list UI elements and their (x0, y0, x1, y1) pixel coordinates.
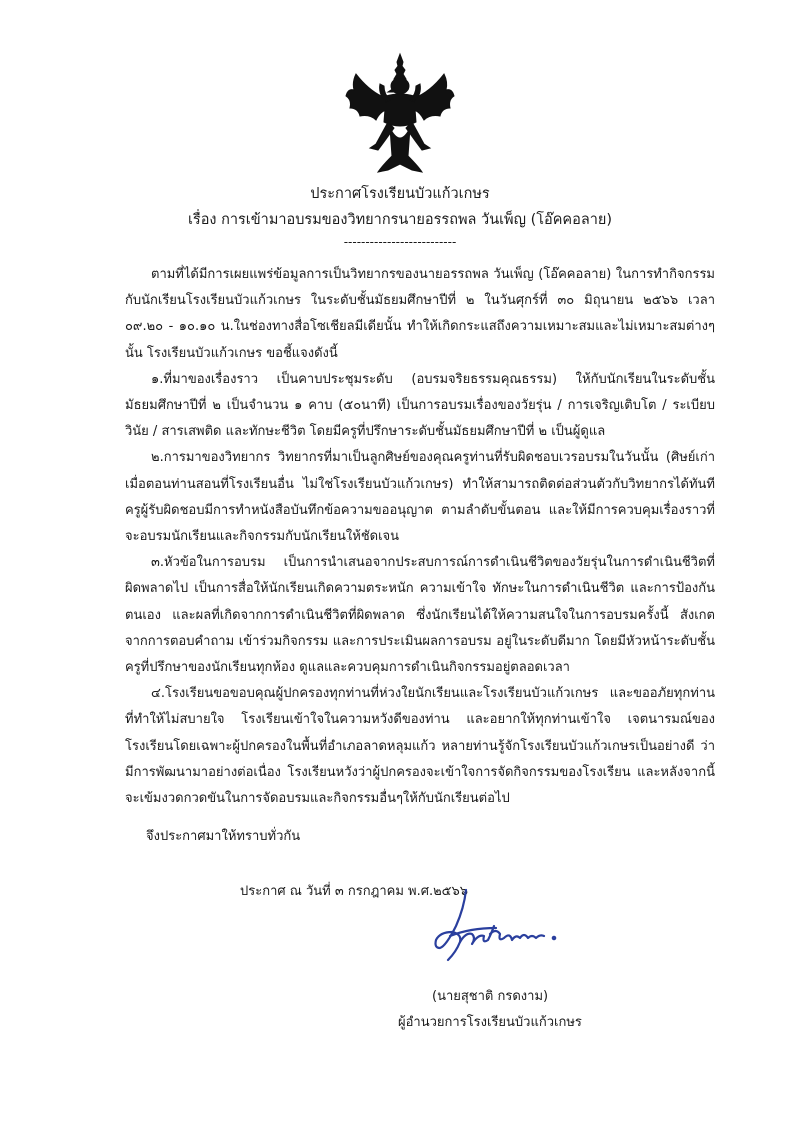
point-2-paragraph: ๒.การมาของวิทยากร วิทยากรที่มาเป็นลูกศิษย์ของคุณครูท่านที่รับผิดชอบเวรอบรมในวันนั้น (ศิษย์เก่าเมื่อตอนท่านสอนที่โรงเรียนอื่น ไม่ใช่โรงเรียนบัวแก้วเกษร) ทำให้สามารถติดต่อส่วนตัวกับวิทยากรได้ทันที ครูผู้รับผิดชอบมีการทำหนังสือบันทึกข้อความขออนุญาต ตามลำดับขั้นตอน และให้มีการควบคุมเรื่องราวที่จะอบรมนักเรียนและกิจกรรมกับนักเรียนให้ชัดเจน (125, 450, 715, 545)
signer-name: (นายสุชาติ กรดงาม) (432, 989, 549, 1004)
announcement-title: ประกาศโรงเรียนบัวแก้วเกษร (310, 186, 490, 202)
announcement-subject: เรื่อง การเข้ามาอบรมของวิทยากรนายอรรถพล วันเพ็ญ (โอ๊คคอลาย) (187, 212, 613, 228)
signer-position: ผู้อำนวยการโรงเรียนบัวแก้วเกษร (398, 1015, 582, 1030)
garuda-emblem-icon (342, 52, 458, 174)
closing-statement: จึงประกาศมาให้ทราบทั่วกัน (146, 829, 301, 844)
title-separator: -------------------------- (343, 235, 457, 249)
point-3-paragraph: ๓.หัวข้อในการอบรม เป็นการนำเสนอจากประสบการณ์การดำเนินชีวิตของวัยรุ่นในการดำเนินชีวิตที่ผิดพลาดไป เป็นการสื่อให้นักเรียนเกิดความตระหนัก ความเข้าใจ ทักษะในการดำเนินชีวิต และการป้องกันตนเอง และผลที่เกิดจากการดำเนินชีวิตที่ผิดพลาด ซึ่งนักเรียนได้ให้ความสนใจในการอบรมครั้งนี้ สังเกตจากการตอบคำถาม เข้าร่วมกิจกรรม และการประเมินผลการอบรม อยู่ในระดับดีมาก โดยมีหัวหน้าระดับชั้น ครูที่ปรึกษาของนักเรียนทุกห้อง ดูแลและควบคุมการดำเนินกิจกรรมอยู่ตลอดเวลา (125, 555, 715, 676)
announcement-body (125, 262, 715, 812)
handwritten-signature-icon (426, 888, 576, 970)
point-4-paragraph: ๔.โรงเรียนขอขอบคุณผู้ปกครองทุกท่านที่ห่วงใยนักเรียนและโรงเรียนบัวแก้วเกษร และขออภัยทุกท่านที่ทำให้ไม่สบายใจ โรงเรียนเข้าใจในความหวังดีของท่าน และอยากให้ทุกท่านเข้าใจ เจตนารมณ์ของโรงเรียนโดยเฉพาะผู้ปกครองในพื้นที่อำเภอลาดหลุมแก้ว หลายท่านรู้จักโรงเรียนบัวแก้วเกษรเป็นอย่างดี ว่ามีการพัฒนามาอย่างต่อเนื่อง โรงเรียนหวังว่าผู้ปกครองจะเข้าใจการจัดกิจกรรมของโรงเรียน และหลังจากนี้จะเข้มงวดกวดขันในการจัดอบรมและกิจกรรมอื่นๆให้กับนักเรียนต่อไป (125, 686, 715, 807)
intro-paragraph: ตามที่ได้มีการเผยแพร่ข้อมูลการเป็นวิทยากรของนายอรรถพล วันเพ็ญ (โอ๊คคอลาย) ในการทำกิจกรรมกับนักเรียนโรงเรียนบัวแก้วเกษร ในระดับชั้นมัธยมศึกษาปีที่ ๒ ในวันศุกร์ที่ ๓๐ มิถุนายน ๒๕๖๖ เวลา ๐๙.๒๐ - ๑๐.๑๐ น.ในช่องทางสื่อโซเชียลมีเดียนั้น ทำให้เกิดกระแสถึงความเหมาะสมและไม่เหมาะสมต่างๆนั้น โรงเรียนบัวแก้วเกษร ขอชี้แจงดังนี้ (125, 267, 715, 361)
announcement-date: ประกาศ ณ วันที่ ๓ กรกฎาคม พ.ศ.๒๕๖๖ (240, 884, 469, 899)
point-1-paragraph: ๑.ที่มาของเรื่องราว เป็นคาบประชุมระดับ (อบรมจริยธรรมคุณธรรม) ให้กับนักเรียนในระดับชั้นมัธยมศึกษาปีที่ ๒ เป็นจำนวน ๑ คาบ (๕๐นาที) เป็นการอบรมเรื่องของวัยรุ่น / การเจริญเติบโต / ระเบียบวินัย / สารเสพติด และทักษะชีวิต โดยมีครูที่ปรึกษาระดับชั้นมัธยมศึกษาปีที่ ๒ เป็นผู้ดูแล (125, 371, 715, 440)
